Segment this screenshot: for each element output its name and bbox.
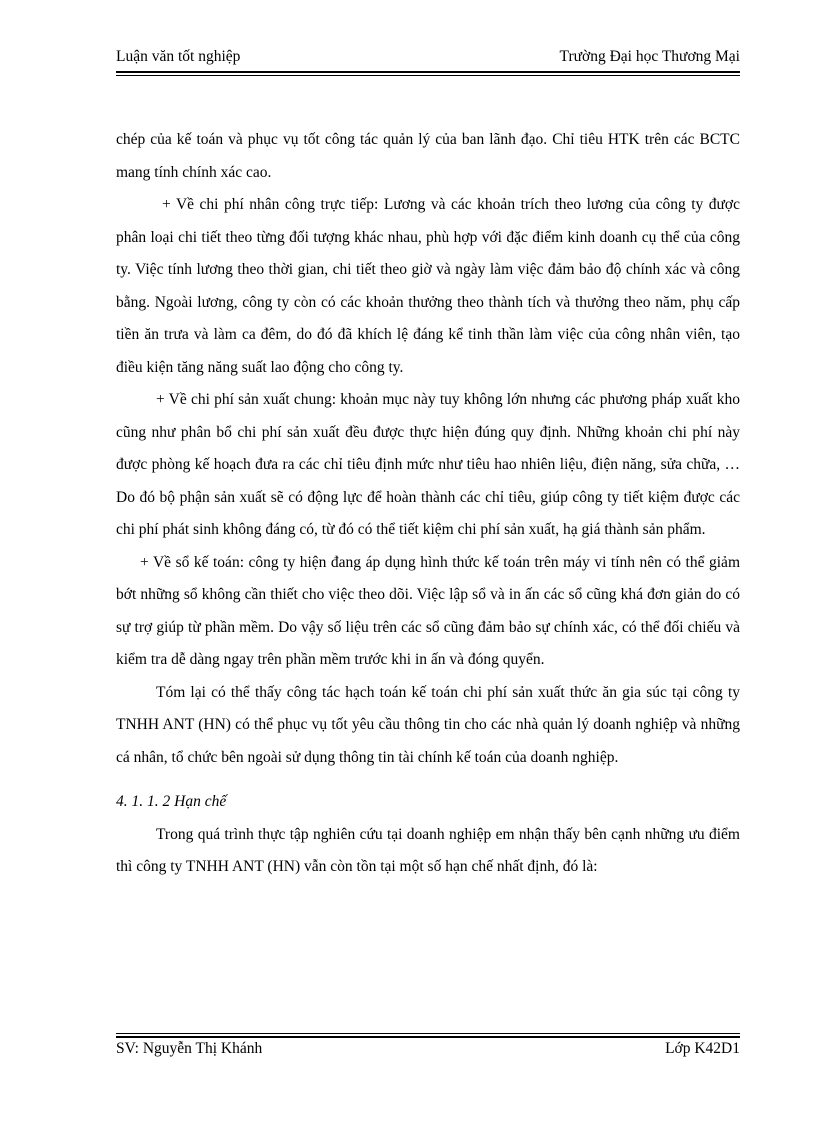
paragraph-overhead-cost: + Về chi phí sản xuất chung: khoản mục này tuy không lớn nhưng các phương pháp xuất kho cũng như phân bổ chi phí sản xuất đều được thực hiện đúng quy định. Những khoản chi phí này được phòng kế hoạch đưa ra các chỉ tiêu định mức như tiêu hao nhiên liệu, điện năng, sửa chữa, …Do đó bộ phận sản xuất sẽ có động lực để hoàn thành các chỉ tiêu, giúp công ty tiết kiệm được các chi phí phát sinh không đáng có, từ đó có thể tiết kiệm chi phí sản xuất, hạ giá thành sản phẩm. [116, 391, 740, 538]
paragraph-continued: chép của kế toán và phục vụ tốt công tác quản lý của ban lãnh đạo. Chỉ tiêu HTK trên các BCTC mang tính chính xác cao. [116, 131, 740, 181]
footer-class: Lớp K42D1 [665, 1040, 740, 1057]
header-rule-thin [116, 75, 740, 76]
paragraph-labor-cost: + Về chi phí nhân công trực tiếp: Lương và các khoản trích theo lương của công ty được phân loại chi tiết theo từng đối tượng khác nhau, phù hợp với đặc điểm kinh doanh cụ thể của công ty. Việc tính lương theo thời gian, chi tiết theo giờ và ngày làm việc đảm bảo độ chính xác và công bằng. Ngoài lương, công ty còn có các khoản thưởng theo thành tích và thưởng theo năm, phụ cấp tiền ăn trưa và làm ca đêm, do đó đã khích lệ đáng kể tinh thần làm việc của công nhân viên, tạo điều kiện tăng năng suất lao động cho công ty. [116, 196, 740, 376]
header-rule [116, 71, 740, 73]
paragraph-limitations-intro: Trong quá trình thực tập nghiên cứu tại doanh nghiệp em nhận thấy bên cạnh những ưu điểm thì công ty TNHH ANT (HN) vẫn còn tồn tại một số hạn chế nhất định, đó là: [116, 825, 740, 875]
footer-rule [116, 1036, 740, 1038]
paragraph-summary: Tóm lại có thể thấy công tác hạch toán kế toán chi phí sản xuất thức ăn gia súc tại công ty TNHH ANT (HN) có thể phục vụ tốt yêu cầu thông tin cho các nhà quản lý doanh nghiệp và những cá nhân, tổ chức bên ngoài sử dụng thông tin tài chính kế toán của doanh nghiệp. [116, 683, 740, 766]
footer-student-name: SV: Nguyễn Thị Khánh [116, 1040, 263, 1057]
header-university: Trường Đại học Thương Mại [559, 48, 740, 65]
page-body [116, 124, 740, 884]
section-heading: 4. 1. 1. 2 Hạn chế [116, 793, 227, 810]
paragraph-accounting-books: + Về sổ kế toán: công ty hiện đang áp dụng hình thức kế toán trên máy vi tính nên có thể giảm bớt những sổ không cần thiết cho việc theo dõi. Việc lập sổ và in ấn các sổ cũng khá đơn giản do có sự trợ giúp từ phần mềm. Do vậy số liệu trên các sổ cũng đảm bảo sự chính xác, có thể đối chiếu và kiểm tra dễ dàng ngay trên phần mềm trước khi in ấn và đóng quyển. [116, 553, 740, 668]
page-header [116, 48, 740, 70]
footer-rule-thin [116, 1033, 740, 1034]
header-thesis-title: Luận văn tốt nghiệp [116, 48, 241, 65]
